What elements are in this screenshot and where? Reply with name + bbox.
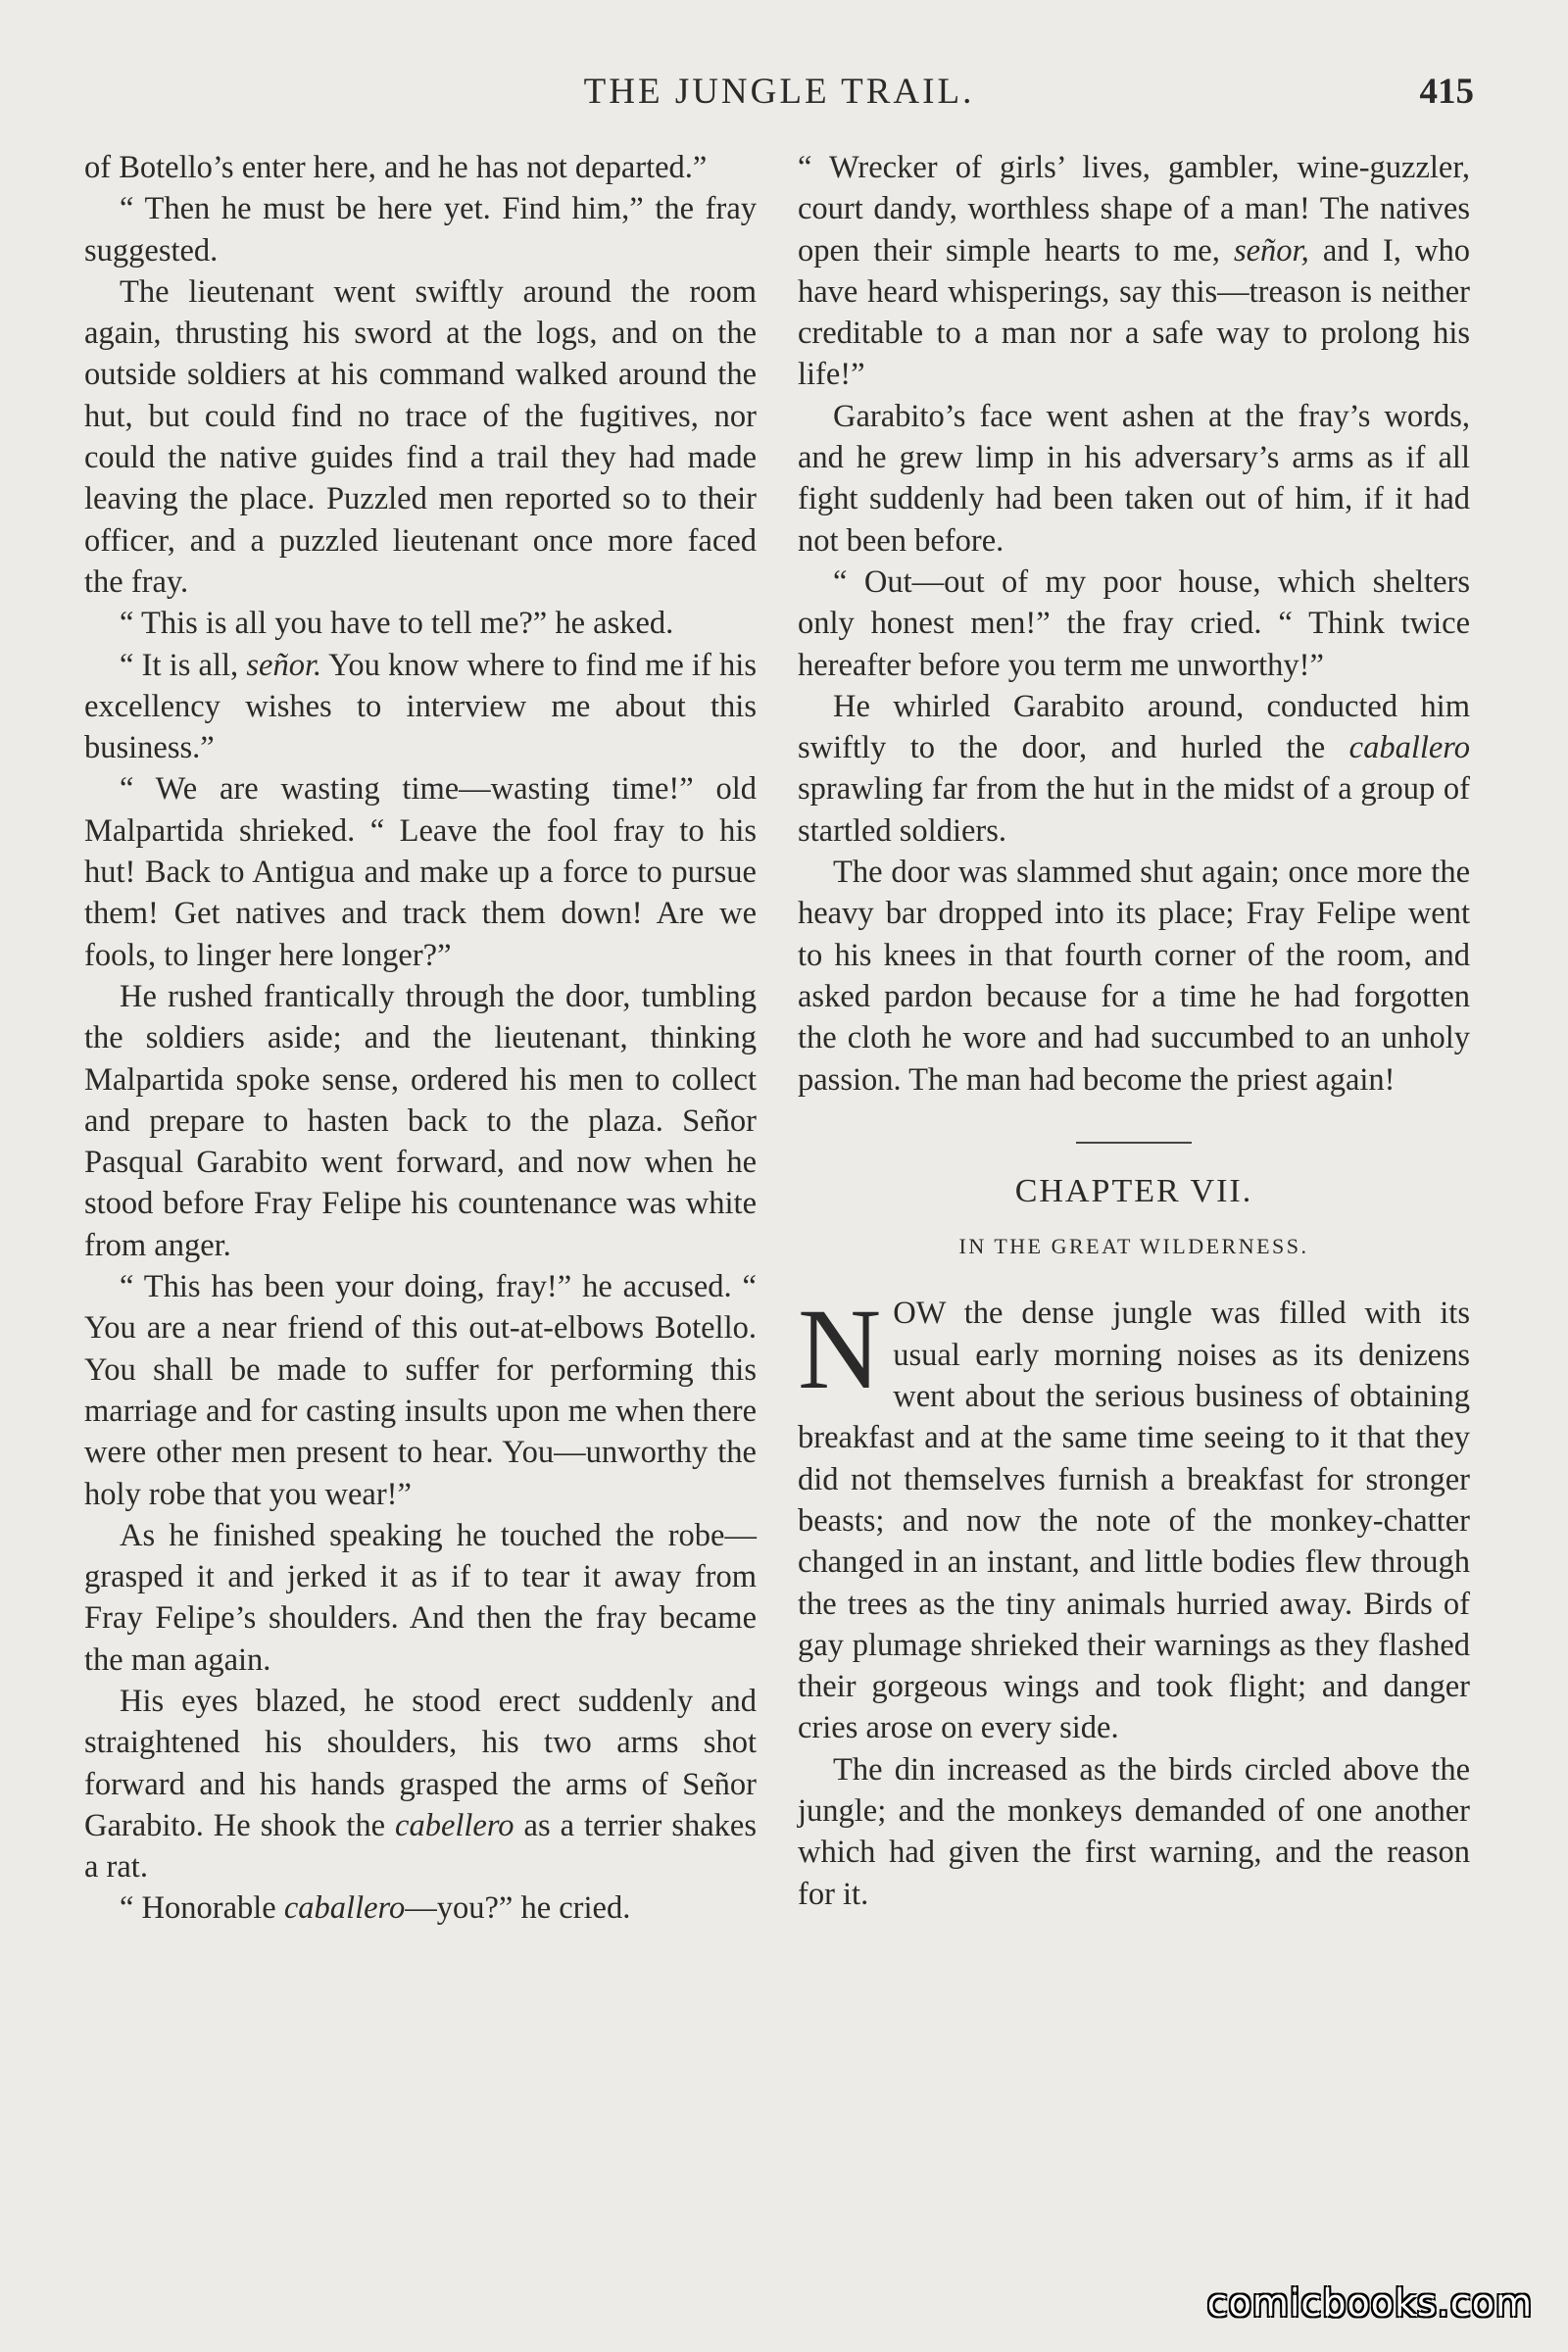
- text-run: “ This is all you have to tell me?” he asked.: [120, 606, 674, 642]
- paragraph: [84, 1887, 757, 1929]
- chapter-first-paragraph-text: OW the dense jungle was filled with its usual early morning noises as its denizens went about the serious business of obtaining breakfast and at the same time seeing to it that they did not themselves furnish a breakfast for stronger beasts; and now the note of the monkey-chatter changed in an instant, and little bodies flew through the trees as the tiny animals hurried away. Birds of gay plumage shrieked their warnings as they flashed their gorgeous wings and took flight; and danger cries arose on every side.: [798, 1296, 1470, 1746]
- paragraph: [84, 603, 757, 644]
- chapter-subtitle: IN THE GREAT WILDERNESS.: [958, 1234, 1309, 1259]
- italic-text: caballero: [283, 1890, 406, 1927]
- text-run: “ Then he must be here yet. Find him,” the fray suggested.: [84, 191, 757, 269]
- paragraph: [84, 271, 757, 603]
- text-run: and I, who have heard whisperings, say this—treason is neither creditable to a man nor a safe way to prolong his life!”: [798, 232, 1470, 393]
- text-run: —you?” he cried.: [405, 1890, 631, 1927]
- right-column-paragraphs: [798, 147, 1470, 1101]
- paragraph: [84, 1266, 757, 1515]
- paragraph: [798, 147, 1470, 396]
- section-divider: [1076, 1142, 1192, 1144]
- text-run: Garabito’s face went ashen at the fray’s words, and he grew limp in his adversary’s arms as if all fight suddenly had been taken out of him, if it had not been before.: [798, 398, 1470, 559]
- text-run: His eyes blazed, he stood erect suddenly and straightened his shoulders, his two arms shot forward and his hands grasped the arms of Señor Garabito. He shook the: [84, 1683, 757, 1843]
- italic-text: señor,: [1233, 232, 1309, 269]
- italic-text: señor.: [246, 647, 322, 683]
- paragraph: [84, 768, 757, 975]
- text-run: “ Wrecker of girls’ lives, gambler, wine-guzzler, court dandy, worthless shape of a man! The natives open their simple hearts to me,: [798, 150, 1470, 269]
- text-run: “ It is all,: [120, 647, 247, 683]
- paragraph: [84, 1681, 757, 1887]
- paragraph: [84, 1515, 757, 1681]
- watermark-logo: comicbooks.com: [1206, 2281, 1533, 2325]
- drop-cap: N: [798, 1285, 882, 1414]
- left-column: [84, 147, 757, 1930]
- chapter-second-paragraph: The din increased as the birds circled above the jungle; and the monkeys demanded of one another which had given the first warning, and the reason for it.: [798, 1751, 1470, 1912]
- paragraph: [84, 147, 757, 188]
- running-header: [84, 71, 1474, 120]
- text-run: of Botello’s enter here, and he has not departed.”: [84, 150, 708, 185]
- running-title: THE JUNGLE TRAIL.: [583, 72, 975, 112]
- paragraph: [84, 645, 757, 769]
- paragraph: [798, 562, 1470, 686]
- text-run: “ This has been your doing, fray!” he accused. “ You are a near friend of this out-at-elbows Botello. You shall be made to suffer for performing this marriage and for casting insults upon me when there were other men present to hear. You—unworthy the holy robe that you wear!”: [84, 1269, 757, 1512]
- paragraph: [798, 852, 1470, 1101]
- text-run: “ We are wasting time—wasting time!” old Malpartida shrieked. “ Leave the fool fray to his hut! Back to Antigua and make up a force to pursue them! Get natives and track them down! Are we fools, to linger here longer?”: [84, 771, 757, 973]
- paragraph: [84, 188, 757, 271]
- paragraph: [798, 686, 1470, 852]
- text-run: As he finished speaking he touched the robe—grasped it and jerked it as if to tear it away from Fray Felipe’s shoulders. And then the fray became the man again.: [84, 1517, 757, 1678]
- text-run: “ Honorable: [120, 1890, 284, 1927]
- text-run: “ Out—out of my poor house, which shelters only honest men!” the fray cried. “ Think twice hereafter before you term me unworthy!”: [798, 564, 1470, 683]
- page-number: 415: [1419, 72, 1474, 112]
- right-column: [798, 147, 1470, 1915]
- text-run: sprawling far from the hut in the midst of a group of startled soldiers.: [798, 771, 1470, 849]
- text-run: You know where to find me if his excellency wishes to interview me about this business.”: [84, 647, 757, 766]
- paragraph: [84, 976, 757, 1266]
- text-run: The door was slammed shut again; once more the heavy bar dropped into its place; Fray Felipe went to his knees in that fourth corner of the room, and asked pardon because for a time he had forgotten the cloth he wore and had succumbed to an unholy passion. The man had become the priest again!: [798, 855, 1470, 1098]
- paragraph: [798, 396, 1470, 562]
- text-run: as a terrier shakes a rat.: [84, 1807, 757, 1886]
- text-run: The lieutenant went swiftly around the room again, thrusting his sword at the logs, and on the outside soldiers at his command walked around the hut, but could find no trace of the fugitives, nor could the native guides find a trail they had made leaving the place. Puzzled men reported so to their officer, and a puzzled lieutenant once more faced the fray.: [84, 273, 757, 600]
- chapter-heading: CHAPTER VII.: [1014, 1172, 1253, 1209]
- italic-text: cabellero: [395, 1807, 514, 1843]
- italic-text: caballero: [1348, 730, 1470, 766]
- text-run: He rushed frantically through the door, tumbling the soldiers aside; and the lieutenant, thinking Malpartida spoke sense, ordered his men to collect and prepare to hasten back to the plaza. Señor Pasqual Garabito went forward, and now when he stood before Fray Felipe his countenance was white from anger.: [84, 978, 757, 1263]
- chapter-first-paragraph: [798, 1285, 1470, 1748]
- text-run: He whirled Garabito around, conducted him swiftly to the door, and hurled the: [798, 688, 1470, 766]
